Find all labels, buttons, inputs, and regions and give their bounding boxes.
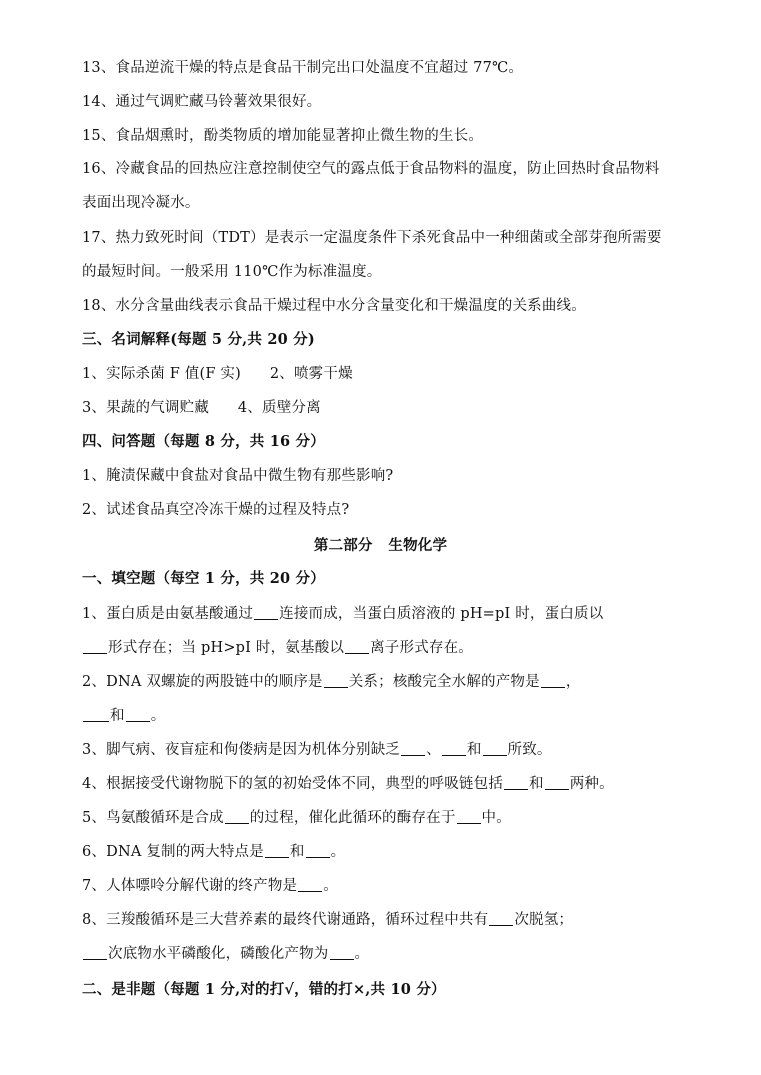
text-segment: 关系；核酸完全水解的产物是 <box>348 674 540 690</box>
fill-question-4 <box>82 774 721 794</box>
fill-question-5 <box>82 808 721 828</box>
text-segment: 和 <box>466 742 482 758</box>
text-segment: 和 <box>529 776 544 792</box>
text-segment: 次底物水平磷酸化，磷酸化产物为 <box>108 946 329 962</box>
text-segment: 中。 <box>481 810 511 826</box>
question-16-line2: 表面出现冷凝水。 <box>82 195 200 211</box>
text-segment: 。 <box>354 946 370 962</box>
text-segment: 形式存在；当 pH>pI 时，氨基酸以 <box>108 640 345 656</box>
text-segment: 。 <box>330 844 346 860</box>
answer-blank[interactable] <box>83 945 107 960</box>
text-segment: 和 <box>289 844 305 860</box>
answer-blank[interactable] <box>489 911 513 926</box>
text-segment: 连接而成，当蛋白质溶液的 pH=pI 时，蛋白质以 <box>279 606 604 622</box>
answer-blank[interactable] <box>541 673 565 688</box>
text-segment: 所致。 <box>507 742 552 758</box>
question-17-line1: 17、热力致死时间（TDT）是表示一定温度条件下杀死食品中一种细菌或全部芽孢所需要 <box>82 230 662 246</box>
fill-question-1-line2 <box>82 638 721 658</box>
answer-blank[interactable] <box>345 639 369 654</box>
text-segment: 和 <box>110 708 125 724</box>
answer-blank[interactable] <box>83 639 107 654</box>
part-2-section-2-heading: 二、是非题（每题 1 分,对的打√，错的打×,共 10 分） <box>82 981 446 998</box>
part-2-section-1-heading: 一、填空题（每空 1 分，共 20 分） <box>82 570 325 587</box>
fill-question-7 <box>82 876 721 896</box>
answer-blank[interactable] <box>330 945 354 960</box>
question-17-line2: 的最短时间。一般采用 110℃作为标准温度。 <box>82 264 382 280</box>
section-4-heading: 四、问答题（每题 8 分，共 16 分） <box>82 433 325 450</box>
answer-blank[interactable] <box>442 741 466 756</box>
text-segment: ， <box>565 674 581 690</box>
answer-blank[interactable] <box>306 843 330 858</box>
section-3-terms-row2: 3、果蔬的气调贮藏 4、质壁分离 <box>82 400 321 416</box>
answer-blank[interactable] <box>504 775 528 790</box>
text-segment: 离子形式存在。 <box>370 640 474 656</box>
fill-question-8-line1 <box>82 910 721 930</box>
section-3-terms-row1: 1、实际杀菌 F 值(F 实) 2、喷雾干燥 <box>82 366 353 382</box>
text-segment: 2、DNA 双螺旋的两股链中的顺序是 <box>82 674 323 690</box>
text-segment: 6、DNA 复制的两大特点是 <box>82 844 264 860</box>
section-3-heading: 三、名词解释(每题 5 分,共 20 分) <box>82 331 315 348</box>
fill-question-3 <box>82 740 721 760</box>
text-segment: 次脱氢； <box>514 912 574 928</box>
answer-blank[interactable] <box>83 707 109 722</box>
text-segment: 、 <box>426 742 441 758</box>
question-16-line1: 16、冷藏食品的回热应注意控制使空气的露点低于食品物料的温度，防止回热时食品物料 <box>82 161 660 177</box>
part-2-title: 第二部分 生物化学 <box>313 537 448 554</box>
question-18: 18、水分含量曲线表示食品干燥过程中水分含量变化和干燥温度的关系曲线。 <box>82 298 586 314</box>
text-segment: 5、鸟氨酸循环是合成 <box>82 810 224 826</box>
text-segment: 。 <box>150 708 166 724</box>
answer-blank[interactable] <box>298 877 322 892</box>
answer-blank[interactable] <box>265 843 289 858</box>
text-segment: 4、根据接受代谢物脱下的氢的初始受体不同，典型的呼吸链包括 <box>82 776 504 792</box>
fill-question-6 <box>82 842 721 862</box>
text-segment: 8、三羧酸循环是三大营养素的最终代谢通路，循环过程中共有 <box>82 912 489 928</box>
text-segment: 两种。 <box>569 776 614 792</box>
fill-question-2-line1 <box>82 672 721 692</box>
question-15: 15、食品烟熏时，酚类物质的增加能显著抑止微生物的生长。 <box>82 128 484 144</box>
question-13: 13、食品逆流干燥的特点是食品干制完出口处温度不宜超过 77℃。 <box>82 60 524 76</box>
question-14: 14、通过气调贮藏马铃薯效果很好。 <box>82 94 322 110</box>
answer-blank[interactable] <box>324 673 348 688</box>
answer-blank[interactable] <box>545 775 569 790</box>
answer-blank[interactable] <box>126 707 150 722</box>
answer-blank[interactable] <box>483 741 507 756</box>
text-segment: 7、人体嘌呤分解代谢的终产物是 <box>82 878 298 894</box>
fill-question-1-line1 <box>82 604 721 624</box>
answer-blank[interactable] <box>457 809 481 824</box>
fill-question-8-line2 <box>82 944 721 964</box>
answer-blank[interactable] <box>401 741 425 756</box>
section-4-question-2: 2、试述食品真空冷冻干燥的过程及特点? <box>82 502 350 518</box>
answer-blank[interactable] <box>254 605 278 620</box>
text-segment: 3、脚气病、夜盲症和佝偻病是因为机体分别缺乏 <box>82 742 401 758</box>
text-segment: 1、蛋白质是由氨基酸通过 <box>82 606 254 622</box>
section-4-question-1: 1、腌渍保藏中食盐对食品中微生物有那些影响? <box>82 468 394 484</box>
fill-question-2-line2 <box>82 706 721 726</box>
text-segment: 的过程，催化此循环的酶存在于 <box>249 810 456 826</box>
answer-blank[interactable] <box>225 809 249 824</box>
text-segment: 。 <box>323 878 338 894</box>
